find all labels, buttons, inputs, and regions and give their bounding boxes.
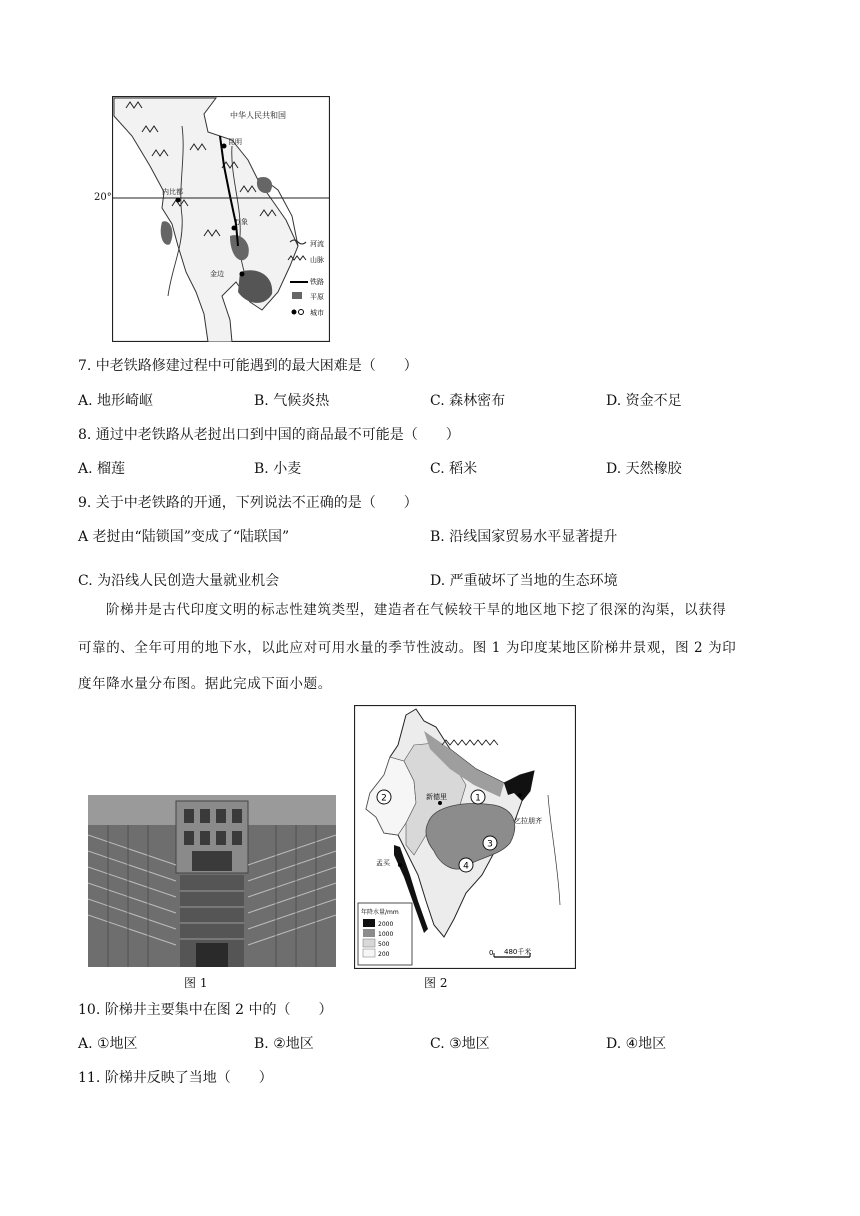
fig2-map	[354, 705, 576, 969]
fig2-label-mumbai: 孟买	[376, 859, 390, 867]
passage-line-1: 阶梯井是古代印度文明的标志性建筑类型，建造者在气候较干旱的地区地下挖了很深的沟渠，以获得	[106, 602, 727, 618]
region-2-label: 2	[381, 793, 387, 804]
q7-option-b[interactable]: B. 气候炎热	[254, 393, 330, 409]
q9-stem: 9. 关于中老铁路的开通，下列说法不正确的是（ ）	[78, 495, 418, 511]
map1-figure	[94, 96, 330, 342]
map1-label-phnom-penh: 金边	[210, 270, 224, 278]
map1-legend-plain: 平原	[310, 293, 324, 301]
q10-option-d[interactable]: D. ④地区	[606, 1036, 667, 1052]
q11-stem: 11. 阶梯井反映了当地（ ）	[78, 1070, 273, 1086]
q8-option-a[interactable]: A. 榴莲	[78, 461, 126, 477]
fig2-legend	[358, 903, 412, 965]
fig2-legend-200: 200	[378, 951, 390, 958]
q8-stem: 8. 通过中老铁路从老挝出口到中国的商品最不可能是（ ）	[78, 427, 460, 443]
fig1-photo	[88, 795, 336, 967]
q9-option-a[interactable]: A 老挝由“陆锁国”变成了“陆联国”	[78, 529, 290, 545]
map1-legend-mountain: 山脉	[310, 256, 324, 264]
region-1-label: 1	[475, 793, 481, 804]
map1-svg	[112, 96, 330, 342]
map1-legend-railway: 铁路	[310, 278, 324, 286]
stepwell-photo	[88, 795, 336, 967]
fig2-legend-1000: 1000	[378, 931, 394, 938]
map1-label-china: 中华人民共和国	[230, 111, 286, 120]
fig2-scale-label: 480千米	[504, 948, 532, 956]
q9-option-c[interactable]: C. 为沿线人民创造大量就业机会	[78, 573, 280, 589]
map1-lat-label: 20°	[94, 192, 112, 203]
region-4-label: 4	[463, 861, 469, 872]
q10-option-b[interactable]: B. ②地区	[254, 1036, 314, 1052]
map1-label-vientiane: 万象	[234, 218, 248, 226]
region-3-label: 3	[487, 839, 493, 850]
passage-line-2: 可靠的、全年可用的地下水，以此应对可用水量的季节性波动。图 1 为印度某地区阶梯井景观，图 2 为印	[78, 640, 737, 656]
fig2-scale-zero: 0	[489, 949, 494, 957]
q7-stem: 7. 中老铁路修建过程中可能遇到的最大困难是（ ）	[78, 358, 418, 374]
map1-legend-city: 城市	[310, 309, 324, 317]
india-rainfall-map	[354, 705, 576, 969]
q10-option-c[interactable]: C. ③地区	[430, 1036, 490, 1052]
q10-stem: 10. 阶梯井主要集中在图 2 中的（ ）	[78, 1002, 333, 1018]
q8-option-b[interactable]: B. 小麦	[254, 461, 302, 477]
fig2-caption: 图 2	[424, 976, 448, 990]
q9-option-b[interactable]: B. 沿线国家贸易水平显著提升	[430, 529, 618, 545]
fig2-legend-2000: 2000	[378, 921, 394, 928]
map1-label-naypyidaw: 内比都	[162, 188, 183, 196]
q7-option-d[interactable]: D. 资金不足	[606, 393, 682, 409]
map1-label-kunming: 昆明	[228, 138, 242, 146]
passage-line-3: 度年降水量分布图。据此完成下面小题。	[78, 676, 332, 692]
q10-option-a[interactable]: A. ①地区	[78, 1036, 138, 1052]
q8-option-c[interactable]: C. 稻米	[430, 461, 478, 477]
fig2-legend-title: 年降水量/mm	[361, 909, 399, 916]
q7-option-c[interactable]: C. 森林密布	[430, 393, 506, 409]
fig2-legend-500: 500	[378, 941, 390, 948]
fig1-caption: 图 1	[184, 976, 208, 990]
map1-legend-river: 河流	[310, 240, 324, 248]
q9-option-d[interactable]: D. 严重破坏了当地的生态环境	[430, 573, 618, 589]
q8-option-d[interactable]: D. 天然橡胶	[606, 461, 682, 477]
q7-option-a[interactable]: A. 地形崎岖	[78, 393, 154, 409]
fig2-label-delhi: 新德里	[426, 793, 447, 801]
fig2-label-cherrapunji: 乞拉朋齐	[514, 817, 542, 825]
